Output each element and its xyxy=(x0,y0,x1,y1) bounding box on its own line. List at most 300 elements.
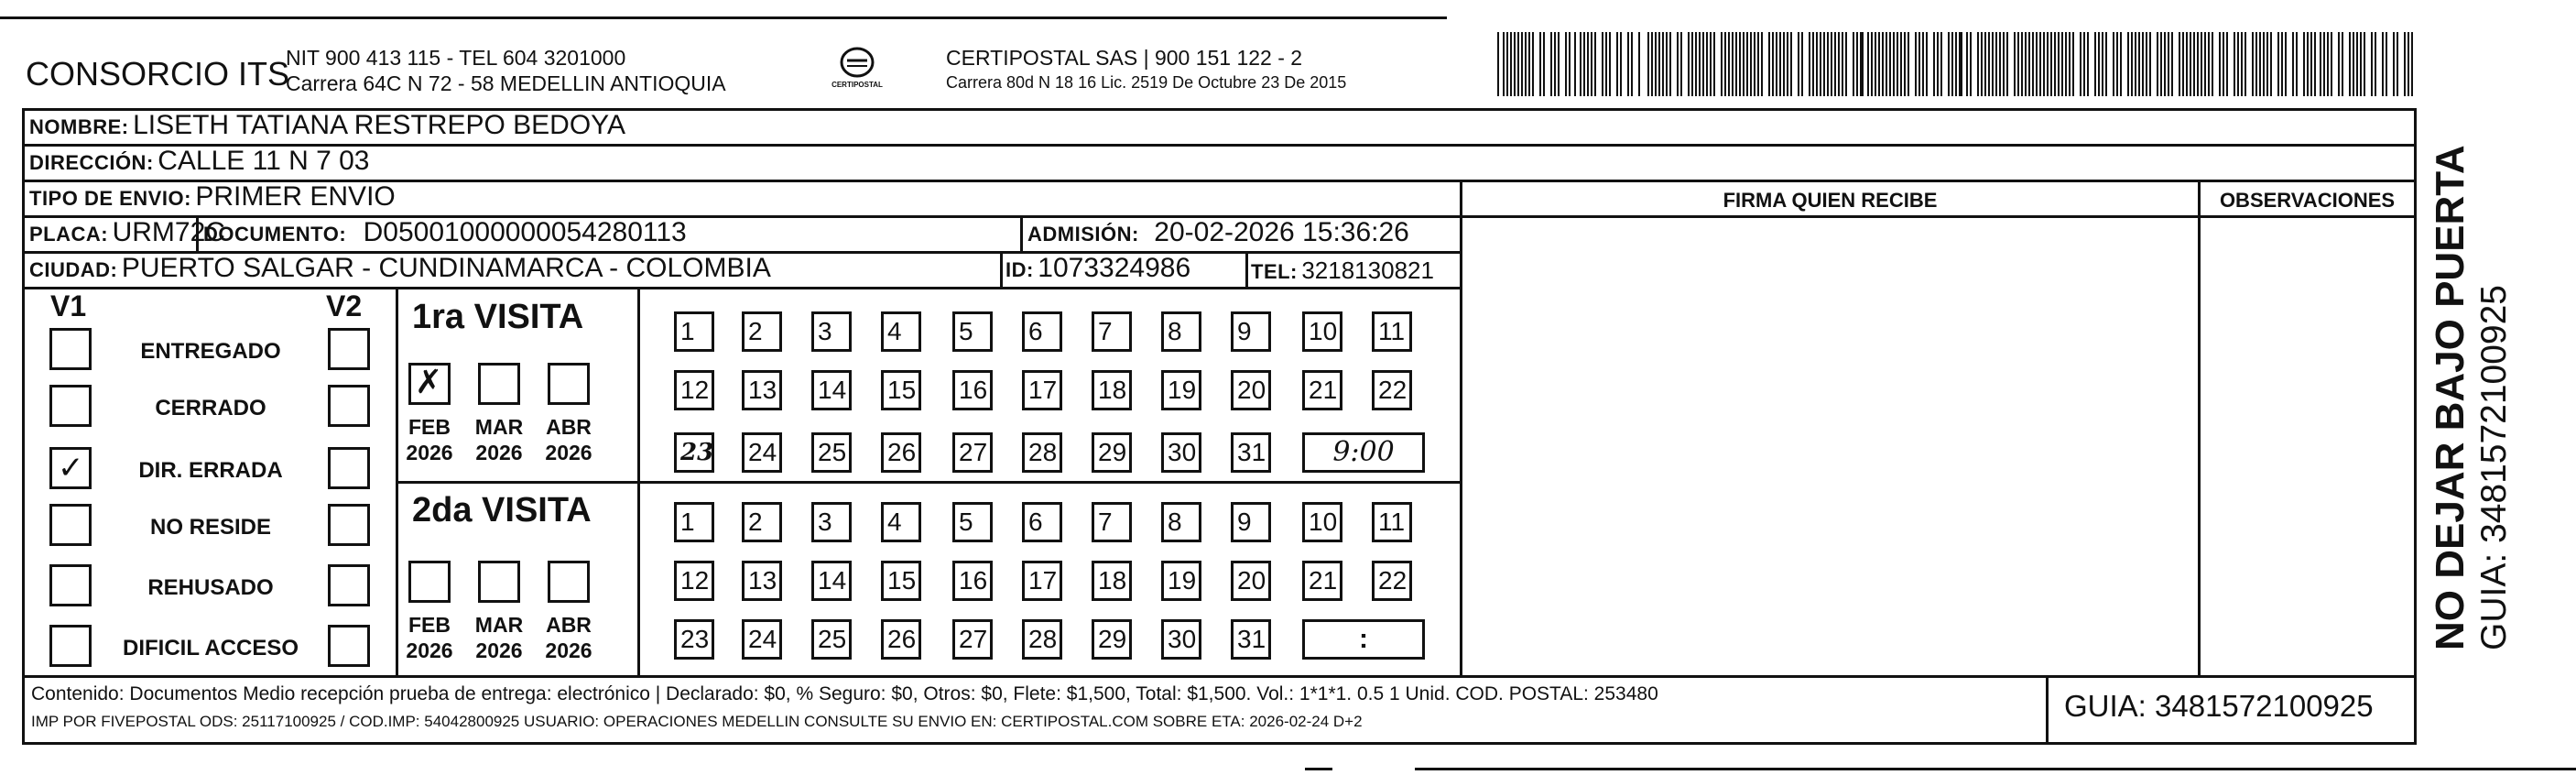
barcode-bar xyxy=(2014,32,2016,96)
direccion-row xyxy=(29,146,370,177)
barcode-bar xyxy=(2296,32,2298,96)
barcode-bar xyxy=(1937,32,1939,96)
day-box[interactable]: 2 xyxy=(742,502,782,542)
barcode-bar xyxy=(1926,32,1928,96)
barcode-bar xyxy=(2356,32,2358,96)
admision-row xyxy=(1027,217,1409,248)
barcode-bar xyxy=(2050,32,2052,96)
visit-time-box[interactable] xyxy=(1302,432,1425,473)
direccion-label: DIRECCIÓN: xyxy=(29,151,154,174)
visit-row-divider xyxy=(396,481,1462,484)
barcode-bar xyxy=(1743,32,1745,96)
day-box[interactable]: 13 xyxy=(742,370,782,410)
company-name: CONSORCIO ITS xyxy=(26,55,290,93)
barcode-bar xyxy=(2065,32,2067,96)
day-box[interactable]: 17 xyxy=(1022,370,1062,410)
barcode-bar xyxy=(2036,32,2038,96)
barcode-bar xyxy=(1834,32,1836,96)
barcode-bar xyxy=(1845,32,1847,96)
barcode-bar xyxy=(1893,32,1895,96)
year-label: 2026 xyxy=(545,639,592,662)
barcode-bar xyxy=(2197,32,2199,96)
barcode-bar xyxy=(1842,32,1843,96)
barcode-bar xyxy=(2054,32,2056,96)
day-box[interactable]: 20 xyxy=(1231,370,1271,410)
documento-row xyxy=(203,217,687,248)
no-dejar-bajo-puerta: NO DEJAR BAJO PUERTA xyxy=(2428,145,2473,650)
nombre-label: NOMBRE: xyxy=(29,115,129,138)
barcode-bar xyxy=(1856,32,1858,96)
barcode-bar xyxy=(2338,32,2340,96)
year-label: 2026 xyxy=(475,639,523,662)
day-box[interactable]: 30 xyxy=(1161,432,1201,473)
barcode-bar xyxy=(1984,32,1986,96)
barcode-bar xyxy=(1992,32,1994,96)
v2-checkbox[interactable] xyxy=(328,447,370,489)
barcode-bar xyxy=(2164,32,2166,96)
month-year-label xyxy=(397,414,462,465)
barcode-bar xyxy=(2146,32,2147,96)
barcode-bar xyxy=(2411,32,2413,96)
barcode-bar xyxy=(1506,32,1508,96)
barcode-bar xyxy=(1999,32,2001,96)
barcode-bar xyxy=(1699,32,1701,96)
day-box[interactable]: 11 xyxy=(1372,502,1412,542)
barcode-bar xyxy=(1776,32,1777,96)
barcode-bar xyxy=(2021,32,2023,96)
barcode-bar xyxy=(1728,32,1730,96)
footer-content-line: Contenido: Documentos Medio recepción prueba de entrega: electrónico | Declarado: $0, % Seguro: $0, Otros: $0, Flete: $1,500, Total: $1,500. Vol.: 1*1*1. 0.5 1 Unid. COD. POSTAL: 253480 xyxy=(31,683,1658,704)
barcode-bar xyxy=(1787,32,1788,96)
cell-divider xyxy=(196,215,199,251)
barcode-bar xyxy=(2168,32,2169,96)
month-label: MAR xyxy=(474,415,524,439)
v2-checkbox[interactable] xyxy=(328,504,370,546)
barcode-bar xyxy=(1550,32,1552,96)
barcode-bar xyxy=(1587,32,1589,96)
side-text xyxy=(2418,110,2573,660)
v2-header: V2 xyxy=(326,289,363,322)
day-box[interactable]: 24 xyxy=(742,619,782,660)
barcode-bar xyxy=(2226,32,2228,96)
day-box[interactable]: 27 xyxy=(952,432,993,473)
barcode-bar xyxy=(2292,32,2294,96)
barcode-bar xyxy=(1951,32,1953,96)
barcode-bar xyxy=(1713,32,1715,96)
documento-value: D05001000000054280113 xyxy=(363,217,687,247)
barcode-bar xyxy=(2017,32,2019,96)
day-box[interactable]: 21 xyxy=(1302,370,1342,410)
barcode-bar xyxy=(1904,32,1906,96)
day-box[interactable]: 29 xyxy=(1092,432,1132,473)
barcode-bar xyxy=(1503,32,1505,96)
barcode-bar xyxy=(2307,32,2309,96)
day-box[interactable]: 12 xyxy=(674,561,714,601)
barcode-bar xyxy=(1702,32,1704,96)
day-box[interactable]: 9 xyxy=(1231,311,1271,352)
barcode-bar xyxy=(2105,32,2107,96)
barcode-bar xyxy=(1521,32,1523,96)
month-year-label xyxy=(537,414,601,465)
barcode-bar xyxy=(1543,32,1545,96)
barcode-bar xyxy=(2404,32,2406,96)
day-box[interactable]: 2 xyxy=(742,311,782,352)
documento-label: DOCUMENTO: xyxy=(203,223,347,246)
barcode-bar xyxy=(2327,32,2329,96)
day-box[interactable]: 4 xyxy=(881,502,921,542)
firma-header: FIRMA QUIEN RECIBE xyxy=(1723,189,1938,212)
day-box[interactable]: 27 xyxy=(952,619,993,660)
barcode-bar xyxy=(1574,32,1576,96)
day-box[interactable]: 7 xyxy=(1092,311,1132,352)
certipostal-line: CERTIPOSTAL SAS | 900 151 122 - 2 xyxy=(946,46,1303,70)
row-divider xyxy=(22,675,2417,678)
barcode-bar xyxy=(1739,32,1741,96)
footer-guia: GUIA: 3481572100925 xyxy=(2064,689,2374,723)
barcode-bar xyxy=(1933,32,1935,96)
year-label: 2026 xyxy=(406,639,453,662)
barcode-bar xyxy=(1554,32,1556,96)
barcode-bar xyxy=(1528,32,1530,96)
barcode-bar xyxy=(1746,32,1748,96)
nombre-row xyxy=(29,110,625,141)
barcode-bar xyxy=(2303,32,2305,96)
day-box[interactable]: 30 xyxy=(1161,619,1201,660)
day-box[interactable]: 29 xyxy=(1092,619,1132,660)
day-box[interactable]: 10 xyxy=(1302,502,1342,542)
barcode-bar xyxy=(1889,32,1891,96)
barcode-bar xyxy=(1655,32,1657,96)
day-box[interactable]: 5 xyxy=(952,311,993,352)
v1-checkbox[interactable] xyxy=(49,564,92,606)
barcode-bar xyxy=(1809,32,1810,96)
day-box[interactable]: 1 xyxy=(674,311,714,352)
month-checkbox[interactable] xyxy=(408,561,451,603)
day-box[interactable]: 10 xyxy=(1302,311,1342,352)
barcode-bar xyxy=(1721,32,1723,96)
barcode-bar xyxy=(1875,32,1876,96)
barcode-bar xyxy=(2142,32,2144,96)
barcode-bar xyxy=(2171,32,2173,96)
barcode-bar xyxy=(1918,32,1920,96)
day-box[interactable]: 11 xyxy=(1372,311,1412,352)
day-box[interactable]: 24 xyxy=(742,432,782,473)
barcode-bar xyxy=(2138,32,2140,96)
barcode-bar xyxy=(2212,32,2213,96)
barcode-bar xyxy=(2120,32,2122,96)
barcode-bar xyxy=(1647,32,1649,96)
id-label: ID: xyxy=(1005,258,1034,281)
barcode-bar xyxy=(2237,32,2239,96)
day-box[interactable]: 26 xyxy=(881,619,921,660)
barcode-bar xyxy=(2266,32,2268,96)
second-visit-title: 2da VISITA xyxy=(412,491,592,529)
barcode-bar xyxy=(2094,32,2096,96)
visit-time-box[interactable] xyxy=(1302,619,1425,660)
barcode-bar xyxy=(1768,32,1770,96)
footer-guia-divider xyxy=(2046,675,2049,745)
day-box[interactable]: 23 xyxy=(674,619,714,660)
day-box[interactable]: 14 xyxy=(811,561,852,601)
month-checkbox[interactable] xyxy=(478,363,520,405)
barcode-bar xyxy=(1658,32,1660,96)
day-box[interactable]: 31 xyxy=(1231,432,1271,473)
barcode-bar xyxy=(1580,32,1581,96)
month-checkbox[interactable] xyxy=(548,561,590,603)
barcode-bar xyxy=(1602,32,1603,96)
barcode-bar xyxy=(2157,32,2158,96)
barcode-bar xyxy=(1908,32,1909,96)
barcode-bar xyxy=(1691,32,1693,96)
day-box[interactable]: 22 xyxy=(1372,561,1412,601)
month-year-label xyxy=(467,612,531,663)
barcode-bar xyxy=(2285,32,2287,96)
barcode-bar xyxy=(1695,32,1697,96)
status-label: DIR. ERRADA xyxy=(138,458,283,483)
admision-value: 20-02-2026 15:36:26 xyxy=(1154,217,1409,247)
barcode-bar xyxy=(1988,32,1990,96)
barcode-bar xyxy=(2371,32,2373,96)
barcode-bar xyxy=(2098,32,2100,96)
barcode-bar xyxy=(1754,32,1755,96)
id-row xyxy=(1005,253,1190,284)
barcode-bar xyxy=(2342,32,2343,96)
barcode-bar xyxy=(1882,32,1884,96)
barcode-bar xyxy=(1627,32,1629,96)
day-box[interactable]: 16 xyxy=(952,561,993,601)
bottom-line xyxy=(1415,768,2576,770)
barcode-bar xyxy=(2364,32,2365,96)
cross-mark-icon: ✗ xyxy=(415,364,443,401)
barcode-bar xyxy=(1750,32,1752,96)
barcode-bar xyxy=(2234,32,2235,96)
day-box[interactable]: 7 xyxy=(1092,502,1132,542)
barcode-bar xyxy=(1779,32,1781,96)
barcode-bar xyxy=(1757,32,1759,96)
day-box[interactable]: 3 xyxy=(811,502,852,542)
barcode xyxy=(1497,32,2413,96)
v1-checkbox[interactable] xyxy=(49,625,92,667)
form-bottom-border xyxy=(22,742,2417,745)
day-box[interactable]: 20 xyxy=(1231,561,1271,601)
barcode-bar xyxy=(1666,32,1668,96)
barcode-bar xyxy=(2375,32,2376,96)
month-year-label xyxy=(467,414,531,465)
year-label: 2026 xyxy=(475,441,523,464)
day-box[interactable]: 23 xyxy=(674,432,714,473)
barcode-bar xyxy=(2102,32,2103,96)
barcode-bar xyxy=(2032,32,2034,96)
barcode-bar xyxy=(2072,32,2074,96)
day-box[interactable]: 28 xyxy=(1022,432,1062,473)
barcode-bar xyxy=(1514,32,1516,96)
month-label: MAR xyxy=(474,613,524,637)
day-box[interactable]: 28 xyxy=(1022,619,1062,660)
day-box[interactable]: 18 xyxy=(1092,370,1132,410)
barcode-bar xyxy=(1569,32,1571,96)
year-label: 2026 xyxy=(545,441,592,464)
month-checkbox[interactable] xyxy=(478,561,520,603)
day-box[interactable]: 6 xyxy=(1022,311,1062,352)
v2-checkbox[interactable] xyxy=(328,625,370,667)
barcode-bar xyxy=(2083,32,2085,96)
observaciones-area[interactable] xyxy=(2201,218,2414,674)
v1-checkbox[interactable] xyxy=(49,447,92,489)
day-box[interactable]: 14 xyxy=(811,370,852,410)
barcode-bar xyxy=(2208,32,2210,96)
cell-divider xyxy=(1245,251,1248,287)
barcode-bar xyxy=(1565,32,1567,96)
placa-value: URM72C xyxy=(112,217,225,247)
month-year-label xyxy=(397,612,462,663)
v1-checkbox[interactable] xyxy=(49,504,92,546)
month-checkbox[interactable] xyxy=(548,363,590,405)
barcode-bar xyxy=(2204,32,2206,96)
barcode-bar xyxy=(2186,32,2188,96)
barcode-bar xyxy=(1915,32,1917,96)
signature-area[interactable] xyxy=(1462,218,2198,674)
barcode-bar xyxy=(1878,32,1880,96)
barcode-bar xyxy=(2259,32,2261,96)
month-label: ABR xyxy=(546,415,592,439)
day-box[interactable]: 16 xyxy=(952,370,993,410)
barcode-bar xyxy=(2025,32,2027,96)
row-divider xyxy=(22,287,1462,289)
barcode-bar xyxy=(2043,32,2045,96)
barcode-bar xyxy=(2061,32,2063,96)
first-visit-time: 9:00 xyxy=(1332,436,1395,468)
barcode-bar xyxy=(1688,32,1690,96)
status-label: DIFICIL ACCESO xyxy=(122,636,299,660)
top-border xyxy=(0,16,1447,19)
day-box[interactable]: 15 xyxy=(881,370,921,410)
barcode-bar xyxy=(1860,32,1864,96)
day-box[interactable]: 3 xyxy=(811,311,852,352)
barcode-bar xyxy=(1669,32,1671,96)
barcode-bar xyxy=(2244,32,2246,96)
day-box[interactable]: 12 xyxy=(674,370,714,410)
barcode-bar xyxy=(1583,32,1585,96)
barcode-bar xyxy=(2219,32,2221,96)
first-visit-title: 1ra VISITA xyxy=(412,298,584,336)
footer-left-border xyxy=(22,675,25,745)
v1-header: V1 xyxy=(50,289,87,322)
ciudad-row xyxy=(29,253,771,284)
barcode-bar xyxy=(2135,32,2136,96)
month-label: ABR xyxy=(546,613,592,637)
nit-line: NIT 900 413 115 - TEL 604 3201000 xyxy=(286,46,626,70)
barcode-bar xyxy=(1948,32,1950,96)
barcode-bar xyxy=(2190,32,2191,96)
barcode-bar xyxy=(2006,32,2008,96)
day-box[interactable]: 15 xyxy=(881,561,921,601)
v1-checkbox[interactable] xyxy=(49,328,92,370)
barcode-bar xyxy=(1966,32,1968,96)
day-box[interactable]: 18 xyxy=(1092,561,1132,601)
barcode-bar xyxy=(2353,32,2354,96)
v2-checkbox[interactable] xyxy=(328,385,370,427)
tipo-row xyxy=(29,181,396,213)
barcode-bar xyxy=(1955,32,1957,96)
day-box[interactable]: 19 xyxy=(1161,370,1201,410)
license-line: Carrera 80d N 18 16 Lic. 2519 De Octubre 23 De 2015 xyxy=(946,73,1347,92)
barcode-bar xyxy=(1838,32,1840,96)
barcode-bar xyxy=(2320,32,2321,96)
barcode-bar xyxy=(1816,32,1818,96)
barcode-bar xyxy=(1995,32,1997,96)
day-box[interactable]: 6 xyxy=(1022,502,1062,542)
day-box[interactable]: 8 xyxy=(1161,502,1201,542)
day-box[interactable]: 25 xyxy=(811,432,852,473)
day-box[interactable]: 8 xyxy=(1161,311,1201,352)
barcode-bar xyxy=(2087,32,2089,96)
barcode-bar xyxy=(1497,32,1499,96)
barcode-bar xyxy=(1616,32,1618,96)
barcode-bar xyxy=(1922,32,1924,96)
barcode-bar xyxy=(2277,32,2279,96)
day-box[interactable]: 26 xyxy=(881,432,921,473)
tel-row xyxy=(1251,257,1434,285)
barcode-bar xyxy=(2127,32,2129,96)
day-box[interactable]: 21 xyxy=(1302,561,1342,601)
day-box[interactable]: 22 xyxy=(1372,370,1412,410)
barcode-bar xyxy=(1710,32,1712,96)
barcode-bar xyxy=(2310,32,2312,96)
barcode-bar xyxy=(1735,32,1737,96)
barcode-bar xyxy=(2263,32,2265,96)
form-left-border xyxy=(22,108,25,696)
barcode-bar xyxy=(1510,32,1512,96)
barcode-bar xyxy=(2182,32,2184,96)
barcode-bar xyxy=(2408,32,2409,96)
day-box[interactable]: 25 xyxy=(811,619,852,660)
day-box[interactable]: 4 xyxy=(881,311,921,352)
admision-label: ADMISIÓN: xyxy=(1027,223,1139,246)
barcode-bar xyxy=(1662,32,1664,96)
barcode-bar xyxy=(2331,32,2332,96)
barcode-bar xyxy=(1831,32,1832,96)
barcode-bar xyxy=(1620,32,1622,96)
v1-checkbox[interactable] xyxy=(49,385,92,427)
month-checkbox[interactable] xyxy=(408,363,451,405)
nombre-value: LISETH TATIANA RESTREPO BEDOYA xyxy=(133,110,625,140)
barcode-bar xyxy=(1772,32,1774,96)
barcode-bar xyxy=(2349,32,2351,96)
barcode-bar xyxy=(1871,32,1873,96)
day-box[interactable]: 1 xyxy=(674,502,714,542)
day-box[interactable]: 5 xyxy=(952,502,993,542)
barcode-bar xyxy=(2039,32,2041,96)
barcode-bar xyxy=(1651,32,1653,96)
day-box[interactable]: 19 xyxy=(1161,561,1201,601)
barcode-bar xyxy=(1798,32,1799,96)
barcode-bar xyxy=(2386,32,2387,96)
v2-checkbox[interactable] xyxy=(328,564,370,606)
barcode-bar xyxy=(2028,32,2030,96)
barcode-bar xyxy=(1853,32,1854,96)
barcode-bar xyxy=(2241,32,2243,96)
v2-checkbox[interactable] xyxy=(328,328,370,370)
barcode-bar xyxy=(1532,32,1534,96)
day-box[interactable]: 17 xyxy=(1022,561,1062,601)
year-label: 2026 xyxy=(406,441,453,464)
bottom-dash xyxy=(1305,768,1332,770)
day-box[interactable]: 13 xyxy=(742,561,782,601)
barcode-bar xyxy=(2255,32,2257,96)
day-box[interactable]: 31 xyxy=(1231,619,1271,660)
day-box[interactable]: 9 xyxy=(1231,502,1271,542)
barcode-bar xyxy=(1886,32,1887,96)
